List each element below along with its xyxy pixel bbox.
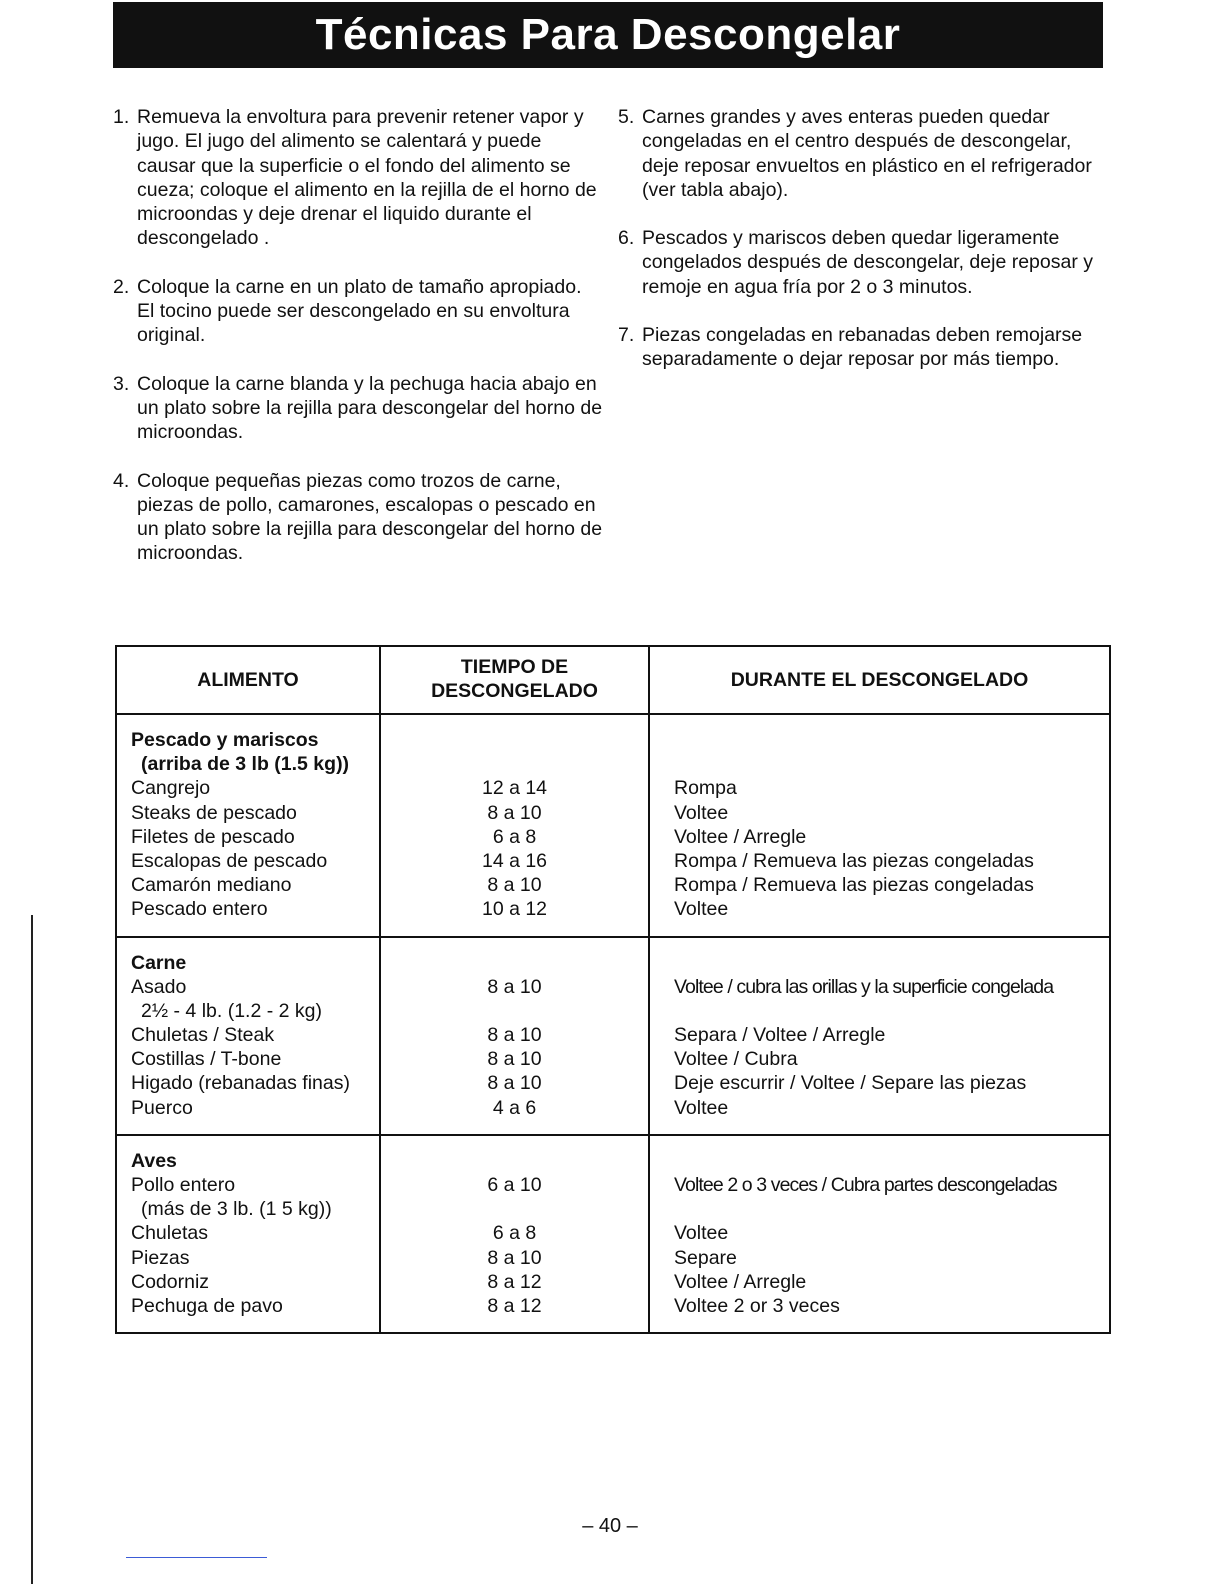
defrost-table bbox=[115, 645, 1111, 1334]
step-item bbox=[618, 323, 1110, 372]
step-item bbox=[113, 105, 603, 251]
defrost-instruction: Voltee bbox=[674, 1222, 729, 1245]
defrost-instruction: Voltee / Cubra bbox=[674, 1048, 798, 1071]
step-text: Pescados y mariscos deben quedar ligeramente congelados después de descongelar, deje reposar y remoje en agua fría por 2 o 3 minutos. bbox=[642, 227, 1093, 298]
food-name: Steaks de pescado bbox=[131, 801, 297, 824]
step-item bbox=[113, 372, 603, 445]
fish-time-cell bbox=[380, 714, 649, 937]
defrost-time: 4 a 6 bbox=[492, 1096, 537, 1119]
header-food: ALIMENTO bbox=[116, 646, 380, 714]
defrost-time: 8 a 10 bbox=[487, 1072, 542, 1095]
defrost-time: 8 a 12 bbox=[487, 1270, 542, 1293]
defrost-instruction: Voltee / cubra las orillas y la superficie congelada bbox=[674, 975, 1054, 998]
defrost-instruction: Rompa / Remueva las piezas congeladas bbox=[674, 874, 1034, 897]
group-title: Aves bbox=[131, 1149, 177, 1172]
page-title: Técnicas Para Descongelar bbox=[315, 10, 901, 59]
food-name: Chuletas / Steak bbox=[131, 1024, 275, 1047]
fish-during-cell bbox=[649, 714, 1110, 937]
step-item bbox=[618, 226, 1110, 299]
defrost-instruction: Separa / Voltee / Arregle bbox=[674, 1024, 886, 1047]
defrost-time: 8 a 12 bbox=[487, 1294, 542, 1317]
food-name: Higado (rebanadas finas) bbox=[131, 1072, 350, 1095]
step-text: Carnes grandes y aves enteras pueden quedar congeladas en el centro después de descongelar, deje reposar envueltos en plástico en el refrigerador (ver tabla abajo). bbox=[642, 106, 1092, 201]
group-title: Carne bbox=[131, 951, 187, 974]
step-item bbox=[113, 469, 603, 566]
step-text: Coloque pequeñas piezas como trozos de carne, piezas de pollo, camarones, escalopas o pescado en un plato sobre la rejilla para descongelar del horno de microondas. bbox=[137, 469, 603, 565]
food-name: Filetes de pescado bbox=[131, 825, 295, 848]
table-group-fish bbox=[116, 714, 1110, 937]
page-number: – 40 – bbox=[582, 1515, 638, 1537]
food-name: Escalopas de pescado bbox=[131, 849, 328, 872]
group-subtitle: (arriba de 3 lb (1.5 kg)) bbox=[141, 753, 350, 776]
food-name: Asado bbox=[131, 975, 187, 998]
defrost-time: 8 a 10 bbox=[487, 1048, 542, 1071]
defrost-instruction: Voltee bbox=[674, 801, 729, 824]
food-name: Camarón mediano bbox=[131, 874, 292, 897]
group-title: Pescado y mariscos bbox=[131, 729, 319, 751]
defrost-instruction: Voltee bbox=[674, 1096, 729, 1119]
table-group-meat bbox=[116, 937, 1110, 1135]
defrost-time: 14 a 16 bbox=[481, 849, 548, 872]
step-text: Coloque la carne en un plato de tamaño apropiado. El tocino puede ser descongelado en su envoltura original. bbox=[137, 275, 582, 347]
header-during: DURANTE EL DESCONGELADO bbox=[649, 646, 1110, 714]
step-number: 1. bbox=[113, 106, 130, 128]
poultry-food-cell bbox=[116, 1135, 380, 1333]
step-number: 7. bbox=[618, 324, 635, 347]
food-name: Cangrejo bbox=[131, 777, 211, 800]
table-group-poultry bbox=[116, 1135, 1110, 1333]
step-number: 3. bbox=[113, 372, 130, 395]
table-header-row bbox=[116, 646, 1110, 714]
steps-list-left bbox=[113, 105, 603, 590]
food-name: Piezas bbox=[131, 1246, 190, 1269]
scan-underline bbox=[126, 1557, 267, 1558]
step-number: 5. bbox=[618, 106, 635, 128]
defrost-instruction: Voltee / Arregle bbox=[674, 1270, 807, 1293]
meat-during-cell bbox=[649, 937, 1110, 1135]
food-detail: (más de 3 lb. (1 5 kg)) bbox=[141, 1198, 332, 1221]
defrost-time: 8 a 10 bbox=[487, 1024, 542, 1047]
defrost-instruction: Voltee 2 or 3 veces bbox=[674, 1294, 840, 1317]
food-name: Pollo entero bbox=[131, 1174, 236, 1196]
defrost-instruction: Separe bbox=[674, 1246, 737, 1269]
step-number: 2. bbox=[113, 275, 130, 298]
food-name: Puerco bbox=[131, 1096, 193, 1119]
defrost-time: 12 a 14 bbox=[481, 777, 548, 800]
header-time-line2: DESCONGELADO bbox=[431, 680, 598, 702]
poultry-during-cell bbox=[649, 1135, 1110, 1333]
defrost-instruction: Rompa bbox=[674, 777, 737, 800]
defrost-time: 10 a 12 bbox=[481, 898, 548, 921]
defrost-time: 6 a 10 bbox=[487, 1174, 542, 1196]
step-item bbox=[618, 105, 1110, 202]
meat-food-cell bbox=[116, 937, 380, 1135]
defrost-time: 8 a 10 bbox=[487, 874, 542, 897]
defrost-time: 8 a 10 bbox=[487, 975, 542, 998]
step-text: Remueva la envoltura para prevenir retener vapor y jugo. El jugo del alimento se calentará y puede causar que la superficie o el fondo del alimento se cueza; coloque el alimento en la rejilla de el horno de microondas y deje drenar el liquido durante el descongelado . bbox=[137, 106, 597, 250]
step-number: 4. bbox=[113, 469, 130, 492]
meat-time-cell bbox=[380, 937, 649, 1135]
defrost-instruction: Voltee 2 o 3 veces / Cubra partes descongeladas bbox=[674, 1174, 1057, 1196]
step-text: Piezas congeladas en rebanadas deben remojarse separadamente o dejar reposar por más tiempo. bbox=[642, 324, 1083, 371]
food-detail: 2½ - 4 lb. (1.2 - 2 kg) bbox=[141, 999, 322, 1022]
header-time-line1: TIEMPO DE bbox=[460, 655, 569, 678]
poultry-time-cell bbox=[380, 1135, 649, 1333]
defrost-time: 8 a 10 bbox=[487, 1246, 542, 1269]
food-name: Codorniz bbox=[131, 1270, 210, 1293]
food-name: Chuletas bbox=[131, 1222, 208, 1245]
defrost-time: 6 a 8 bbox=[492, 1222, 537, 1245]
scan-edge-line bbox=[31, 915, 33, 1584]
defrost-instruction: Voltee / Arregle bbox=[674, 825, 807, 848]
step-number: 6. bbox=[618, 227, 635, 250]
title-bar bbox=[113, 2, 1103, 68]
food-name: Costillas / T-bone bbox=[131, 1048, 282, 1071]
header-time bbox=[380, 646, 649, 714]
defrost-time: 6 a 8 bbox=[492, 825, 537, 848]
defrost-instruction: Voltee bbox=[674, 898, 729, 921]
defrost-time: 8 a 10 bbox=[487, 801, 542, 824]
food-name: Pescado entero bbox=[131, 898, 268, 921]
step-text: Coloque la carne blanda y la pechuga hacia abajo en un plato sobre la rejilla para descongelar del horno de microondas. bbox=[137, 372, 603, 444]
defrost-instruction: Rompa / Remueva las piezas congeladas bbox=[674, 849, 1034, 872]
steps-list-right bbox=[618, 105, 1110, 396]
step-item bbox=[113, 275, 603, 348]
food-name: Pechuga de pavo bbox=[131, 1294, 283, 1317]
fish-food-cell bbox=[116, 714, 380, 937]
defrost-instruction: Deje escurrir / Voltee / Separe las piezas bbox=[674, 1072, 1027, 1095]
